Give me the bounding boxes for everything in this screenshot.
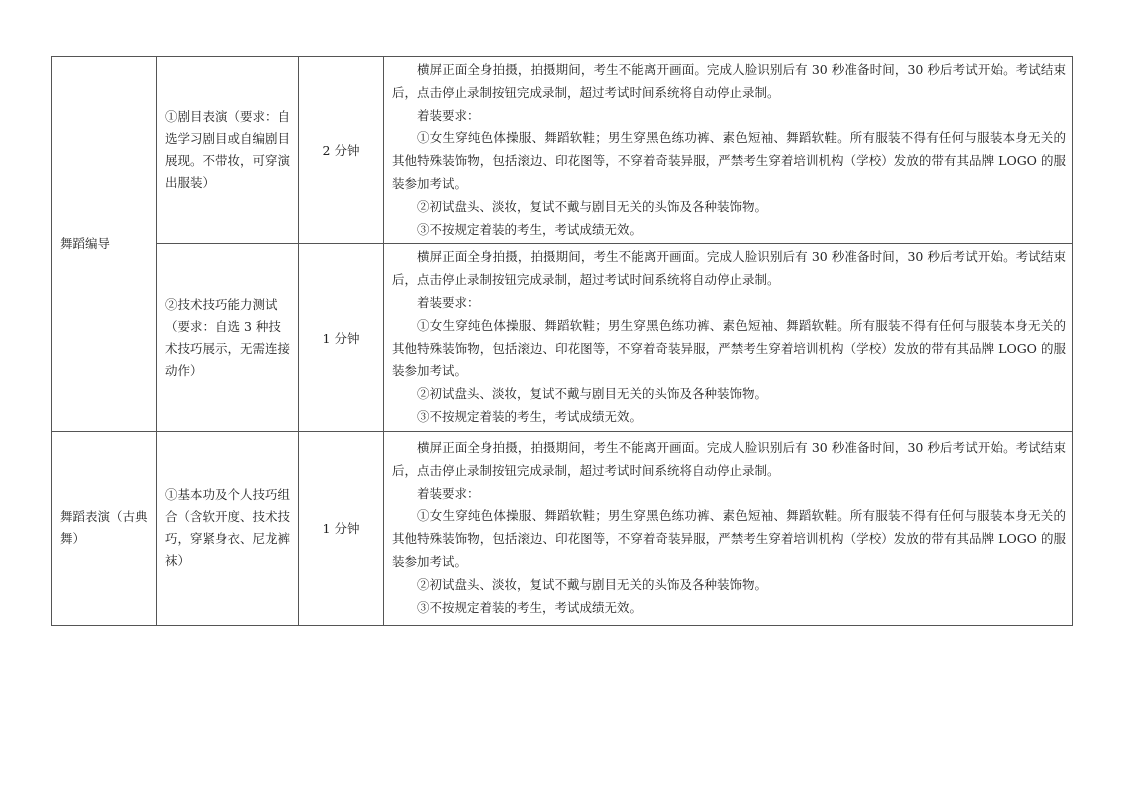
dress-code-item-3: ③不按规定着装的考生，考试成绩无效。 — [417, 599, 643, 615]
major-name: 舞蹈表演（古典舞） — [60, 509, 148, 547]
dress-code-item-2: ②初试盘头、淡妆，复试不戴与剧目无关的头饰及各种装饰物。 — [417, 386, 768, 402]
dress-code-item-3: ③不按规定着装的考生，考试成绩无效。 — [417, 408, 643, 424]
duration-text: 1 分钟 — [322, 521, 360, 537]
requirements-cell — [384, 57, 1073, 244]
dress-code-item-3: ③不按规定着装的考生，考试成绩无效。 — [417, 221, 643, 237]
filming-requirements: 横屏正面全身拍摄，拍摄期间，考生不能离开画面。完成人脸识别后有 30 秒准备时间，30 秒后考试开始。考试结束后，点击停止录制按钮完成录制，超过考试时间系统将自动停止录制。 — [392, 249, 1066, 288]
exam-item-text: ②技术技巧能力测试（要求：自选 3 种技术技巧展示，无需连接动作） — [165, 296, 291, 378]
dress-code-item-2: ②初试盘头、淡妆，复试不戴与剧目无关的头饰及各种装饰物。 — [417, 198, 768, 214]
table-row — [52, 244, 1073, 431]
table-row — [52, 57, 1073, 244]
exam-item-cell — [157, 244, 299, 431]
duration-text: 1 分钟 — [322, 330, 360, 346]
filming-requirements: 横屏正面全身拍摄，拍摄期间，考生不能离开画面。完成人脸识别后有 30 秒准备时间，30 秒后考试开始。考试结束后，点击停止录制按钮完成录制，超过考试时间系统将自动停止录制。 — [392, 440, 1066, 478]
table-row — [52, 431, 1073, 625]
dress-code-heading: 着装要求： — [417, 485, 480, 501]
dress-code-item-2: ②初试盘头、淡妆，复试不戴与剧目无关的头饰及各种装饰物。 — [417, 576, 768, 592]
exam-item-cell — [157, 431, 299, 625]
major-cell — [52, 57, 157, 432]
duration-cell — [299, 431, 384, 625]
exam-item-text: ①剧目表演（要求：自选学习剧目或自编剧目展现。不带妆，可穿演出服装） — [165, 109, 291, 191]
dress-code-item-1: ①女生穿纯色体操服、舞蹈软鞋；男生穿黑色练功裤、素色短袖、舞蹈软鞋。所有服装不得有任何与服装本身无关的其他特殊装饰物，包括滚边、印花图等，不穿着奇装异服，严禁考生穿着培训机构（学校）发放的带有其品牌 LOGO 的服装参加考试。 — [392, 317, 1066, 379]
requirements-cell — [384, 244, 1073, 431]
exam-requirements-table — [51, 56, 1073, 626]
duration-cell — [299, 244, 384, 431]
duration-text: 2 分钟 — [322, 143, 360, 159]
dress-code-heading: 着装要求： — [417, 107, 480, 123]
dress-code-item-1: ①女生穿纯色体操服、舞蹈软鞋；男生穿黑色练功裤、素色短袖、舞蹈软鞋。所有服装不得有任何与服装本身无关的其他特殊装饰物，包括滚边、印花图等，不穿着奇装异服，严禁考生穿着培训机构（学校）发放的带有其品牌 LOGO 的服装参加考试。 — [392, 508, 1066, 570]
exam-item-text: ①基本功及个人技巧组合（含软开度、技术技巧，穿紧身衣、尼龙裤袜） — [165, 487, 291, 569]
major-cell — [52, 431, 157, 625]
dress-code-item-1: ①女生穿纯色体操服、舞蹈软鞋；男生穿黑色练功裤、素色短袖、舞蹈软鞋。所有服装不得有任何与服装本身无关的其他特殊装饰物，包括滚边、印花图等，不穿着奇装异服，严禁考生穿着培训机构（学校）发放的带有其品牌 LOGO 的服装参加考试。 — [392, 130, 1066, 191]
filming-requirements: 横屏正面全身拍摄，拍摄期间，考生不能离开画面。完成人脸识别后有 30 秒准备时间，30 秒后考试开始。考试结束后，点击停止录制按钮完成录制，超过考试时间系统将自动停止录制。 — [392, 62, 1066, 100]
exam-item-cell — [157, 57, 299, 244]
major-name: 舞蹈编导 — [60, 235, 111, 251]
dress-code-heading: 着装要求： — [417, 294, 480, 310]
duration-cell — [299, 57, 384, 244]
requirements-cell — [384, 431, 1073, 625]
